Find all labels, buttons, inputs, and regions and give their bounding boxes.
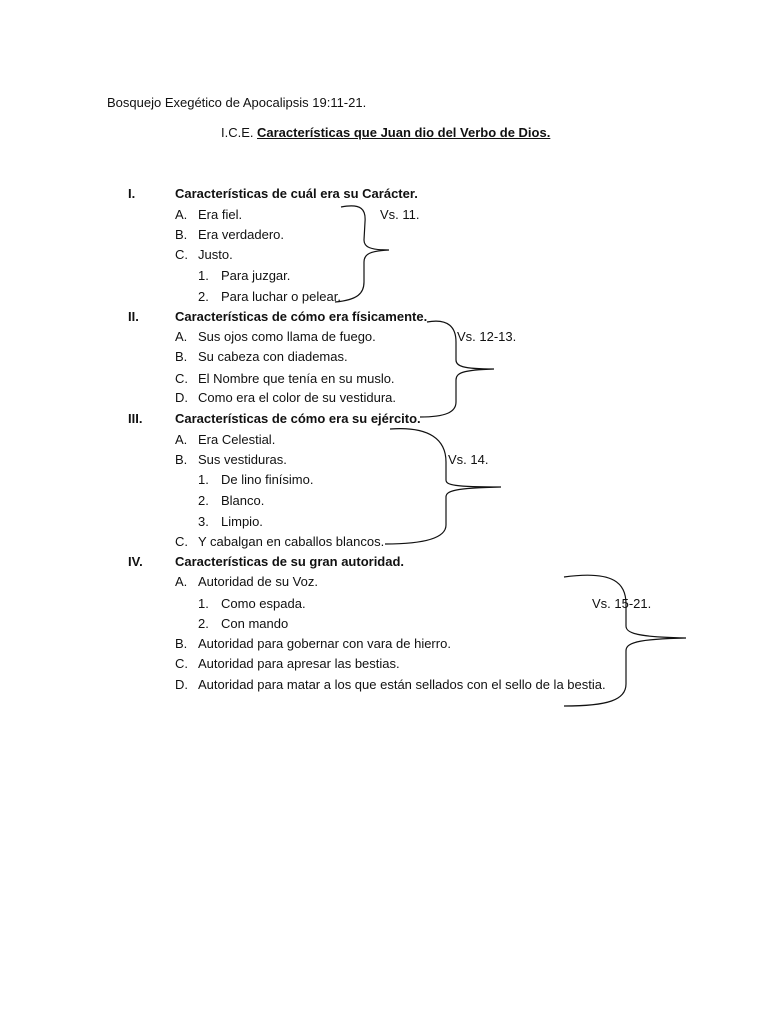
item-marker: D. [175,390,188,405]
item-marker: C. [175,371,188,386]
item-marker: B. [175,636,188,651]
section-numeral: IV. [128,554,143,569]
section-numeral: I. [128,186,136,201]
list-item: Con mando [221,616,289,631]
list-item: Como espada. [221,596,306,611]
list-item: Autoridad para matar a los que están sellados con el sello de la bestia. [198,677,606,692]
item-marker: A. [175,432,188,447]
list-item: Como era el color de su vestidura. [198,390,396,405]
list-item: Autoridad para gobernar con vara de hierro. [198,636,451,651]
verse-reference: Vs. 11. [380,207,420,222]
item-marker: C. [175,247,188,262]
item-marker: D. [175,677,188,692]
item-marker: 1. [198,268,209,283]
item-marker: C. [175,656,188,671]
verse-reference: Vs. 15-21. [592,596,652,611]
item-marker: B. [175,227,188,242]
right-brace-section-3 [385,429,501,544]
item-marker: 2. [198,289,209,304]
list-item: Blanco. [221,493,265,508]
list-item: Era Celestial. [198,432,276,447]
section-numeral: II. [128,309,139,324]
list-item: Justo. [198,247,233,262]
list-item: Su cabeza con diademas. [198,349,348,364]
list-item: Autoridad de su Voz. [198,574,318,589]
section-title: Características de cómo era su ejército. [175,411,421,426]
item-marker: B. [175,452,188,467]
list-item: Para luchar o pelear. [221,289,341,304]
item-marker: 2. [198,616,209,631]
section-numeral: III. [128,411,143,426]
section-title: Características de cómo era físicamente. [175,309,428,324]
list-item: Limpio. [221,514,263,529]
list-item: Sus vestiduras. [198,452,287,467]
ice-title: Características que Juan dio del Verbo de Dios. [257,125,551,140]
list-item: Sus ojos como llama de fuego. [198,329,376,344]
item-marker: A. [175,329,188,344]
list-item: Era verdadero. [198,227,284,242]
item-marker: 1. [198,596,209,611]
list-item: Era fiel. [198,207,243,222]
verse-reference: Vs. 12-13. [457,329,517,344]
list-item: Para juzgar. [221,268,291,283]
item-marker: 2. [198,493,209,508]
ice-prefix: I.C.E. [221,125,254,140]
list-item: De lino finísimo. [221,472,314,487]
list-item: Autoridad para apresar las bestias. [198,656,400,671]
item-marker: 3. [198,514,209,529]
section-title: Características de cuál era su Carácter. [175,186,418,201]
item-marker: B. [175,349,188,364]
item-marker: A. [175,574,188,589]
item-marker: 1. [198,472,209,487]
section-title: Características de su gran autoridad. [175,554,405,569]
list-item: El Nombre que tenía en su muslo. [198,371,395,386]
document-heading: Bosquejo Exegético de Apocalipsis 19:11-21. [107,95,367,110]
item-marker: C. [175,534,188,549]
verse-reference: Vs. 14. [448,452,489,467]
list-item: Y cabalgan en caballos blancos. [198,534,385,549]
item-marker: A. [175,207,188,222]
